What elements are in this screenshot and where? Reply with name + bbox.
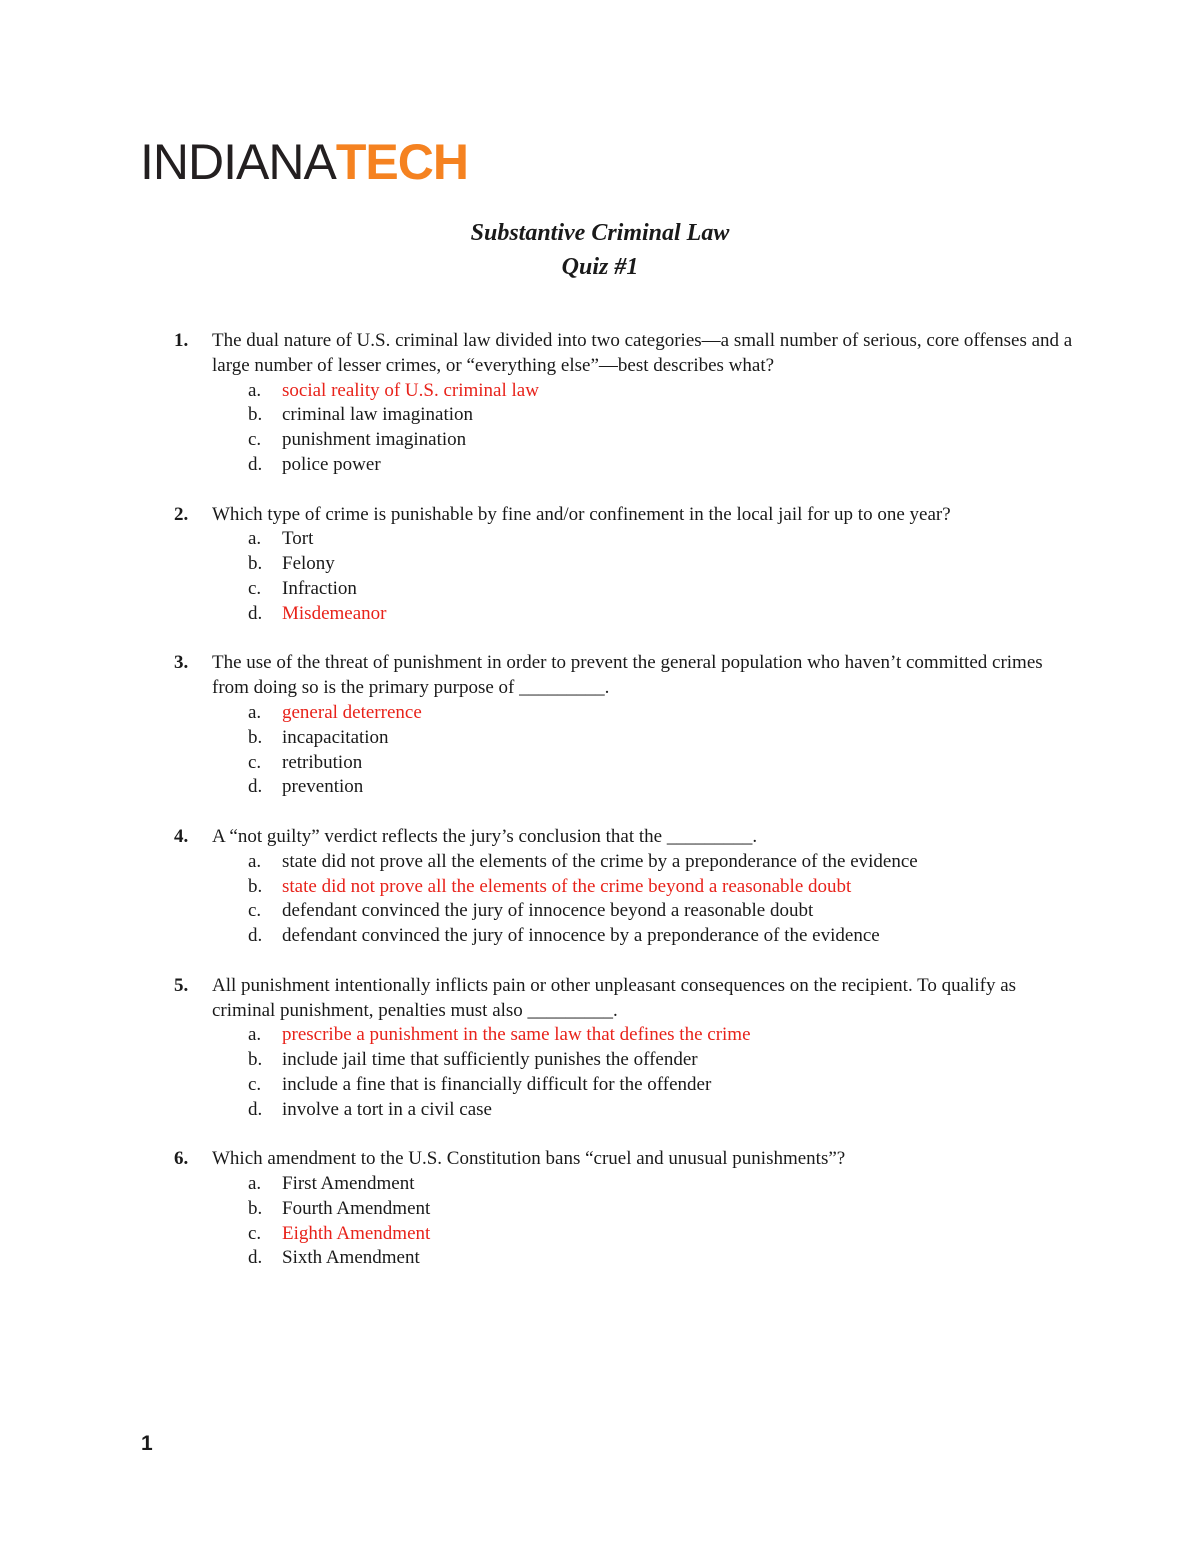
option bbox=[248, 1222, 1074, 1247]
option bbox=[248, 775, 1074, 800]
option-list bbox=[248, 701, 1074, 800]
option-text: defendant convinced the jury of innocence by a preponderance of the evidence bbox=[282, 925, 880, 947]
question-3 bbox=[174, 651, 1074, 800]
question-number: 1. bbox=[174, 330, 189, 351]
option-letter: c. bbox=[248, 577, 262, 599]
option-letter: c. bbox=[248, 900, 262, 922]
option-letter: b. bbox=[248, 1049, 263, 1071]
option bbox=[248, 403, 1074, 428]
question-5 bbox=[174, 974, 1074, 1123]
option bbox=[248, 1098, 1074, 1123]
option-letter: b. bbox=[248, 726, 263, 748]
option bbox=[248, 577, 1074, 602]
option-text: punishment imagination bbox=[282, 429, 467, 451]
question-number: 2. bbox=[174, 503, 189, 525]
option-text: state did not prove all the elements of the crime by a preponderance of the evidence bbox=[282, 850, 918, 872]
option bbox=[248, 453, 1074, 478]
logo-indiana-text: INDIANA bbox=[140, 134, 336, 190]
option-text: involve a tort in a civil case bbox=[282, 1098, 492, 1120]
indiana-tech-logo bbox=[140, 134, 468, 190]
option-letter: b. bbox=[248, 875, 263, 897]
option bbox=[248, 1197, 1074, 1222]
option bbox=[248, 1023, 1074, 1048]
page-number: 1 bbox=[141, 1432, 153, 1455]
option-text: Fourth Amendment bbox=[282, 1197, 431, 1219]
option-letter: a. bbox=[248, 1024, 262, 1046]
option bbox=[248, 726, 1074, 751]
option bbox=[248, 602, 1074, 627]
option bbox=[248, 924, 1074, 949]
question-text: The use of the threat of punishment in order to prevent the general population who haven’t committed crimes from doing so is the primary purpose of _________. bbox=[212, 652, 1043, 699]
option-list bbox=[248, 379, 1074, 478]
question-1 bbox=[174, 329, 1074, 478]
option-letter: c. bbox=[248, 429, 262, 451]
option bbox=[248, 850, 1074, 875]
question-number: 4. bbox=[174, 825, 189, 847]
option-text: general deterrence bbox=[282, 701, 422, 723]
option-text: include jail time that sufficiently punishes the offender bbox=[282, 1049, 698, 1071]
option-letter: d. bbox=[248, 776, 263, 798]
option-text: retribution bbox=[282, 751, 363, 773]
option-text: Misdemeanor bbox=[282, 602, 387, 624]
option bbox=[248, 751, 1074, 776]
option-text: Eighth Amendment bbox=[282, 1222, 431, 1244]
option-letter: c. bbox=[248, 751, 262, 773]
question-text: The dual nature of U.S. criminal law divided into two categories—a small number of serious, core offenses and a large number of lesser crimes, or “everything else”—best describes what? bbox=[212, 330, 1073, 376]
option bbox=[248, 875, 1074, 900]
question-number: 5. bbox=[174, 974, 189, 996]
option-letter: a. bbox=[248, 850, 262, 872]
option-text: state did not prove all the elements of the crime beyond a reasonable doubt bbox=[282, 875, 852, 897]
option-letter: d. bbox=[248, 602, 263, 624]
question-number: 3. bbox=[174, 652, 189, 674]
option-letter: a. bbox=[248, 701, 262, 723]
option bbox=[248, 1048, 1074, 1073]
option bbox=[248, 1172, 1074, 1197]
option-text: prevention bbox=[282, 776, 364, 798]
option-text: Tort bbox=[282, 528, 314, 550]
document-header bbox=[0, 216, 1200, 284]
option-letter: a. bbox=[248, 379, 262, 401]
option bbox=[248, 428, 1074, 453]
option-text: Sixth Amendment bbox=[282, 1247, 420, 1269]
option-text: police power bbox=[282, 453, 381, 475]
option-letter: b. bbox=[248, 553, 263, 575]
question-2 bbox=[174, 503, 1074, 627]
option-text: First Amendment bbox=[282, 1173, 415, 1195]
option-letter: c. bbox=[248, 1073, 262, 1095]
option-list bbox=[248, 1172, 1074, 1271]
option-letter: d. bbox=[248, 1247, 263, 1269]
option-letter: a. bbox=[248, 1173, 262, 1195]
option-text: incapacitation bbox=[282, 726, 389, 748]
option-text: Felony bbox=[282, 553, 335, 575]
document-subtitle: Quiz #1 bbox=[561, 254, 639, 280]
option-letter: d. bbox=[248, 925, 263, 947]
option bbox=[248, 527, 1074, 552]
option bbox=[248, 899, 1074, 924]
question-text: Which type of crime is punishable by fine and/or confinement in the local jail for up to one year? bbox=[212, 503, 951, 525]
option bbox=[248, 1073, 1074, 1098]
option-text: defendant convinced the jury of innocence beyond a reasonable doubt bbox=[282, 900, 814, 922]
option-letter: b. bbox=[248, 1197, 263, 1219]
question-6 bbox=[174, 1147, 1074, 1271]
option-text: Infraction bbox=[282, 577, 357, 599]
option-letter: d. bbox=[248, 1098, 263, 1120]
question-4 bbox=[174, 825, 1074, 949]
question-list bbox=[174, 329, 1074, 1296]
option-letter: b. bbox=[248, 404, 263, 426]
document-title: Substantive Criminal Law bbox=[470, 220, 730, 246]
option bbox=[248, 701, 1074, 726]
option-list bbox=[248, 850, 1074, 949]
question-number: 6. bbox=[174, 1148, 189, 1170]
option bbox=[248, 552, 1074, 577]
option-letter: d. bbox=[248, 453, 263, 475]
option bbox=[248, 379, 1074, 404]
option-text: include a fine that is financially difficult for the offender bbox=[282, 1073, 712, 1095]
option bbox=[248, 1246, 1074, 1271]
option-text: criminal law imagination bbox=[282, 404, 474, 426]
logo-tech-text: TECH bbox=[335, 134, 468, 190]
question-text: All punishment intentionally inflicts pain or other unpleasant consequences on the recipient. To qualify as criminal punishment, penalties must also _________. bbox=[212, 974, 1017, 1021]
option-list bbox=[248, 1023, 1074, 1122]
question-text: Which amendment to the U.S. Constitution bans “cruel and unusual punishments”? bbox=[212, 1148, 846, 1170]
option-text: prescribe a punishment in the same law that defines the crime bbox=[282, 1024, 751, 1046]
option-letter: a. bbox=[248, 528, 262, 550]
question-text: A “not guilty” verdict reflects the jury’s conclusion that the _________. bbox=[212, 825, 758, 847]
option-letter: c. bbox=[248, 1222, 262, 1244]
option-list bbox=[248, 527, 1074, 626]
option-text: social reality of U.S. criminal law bbox=[282, 379, 539, 401]
